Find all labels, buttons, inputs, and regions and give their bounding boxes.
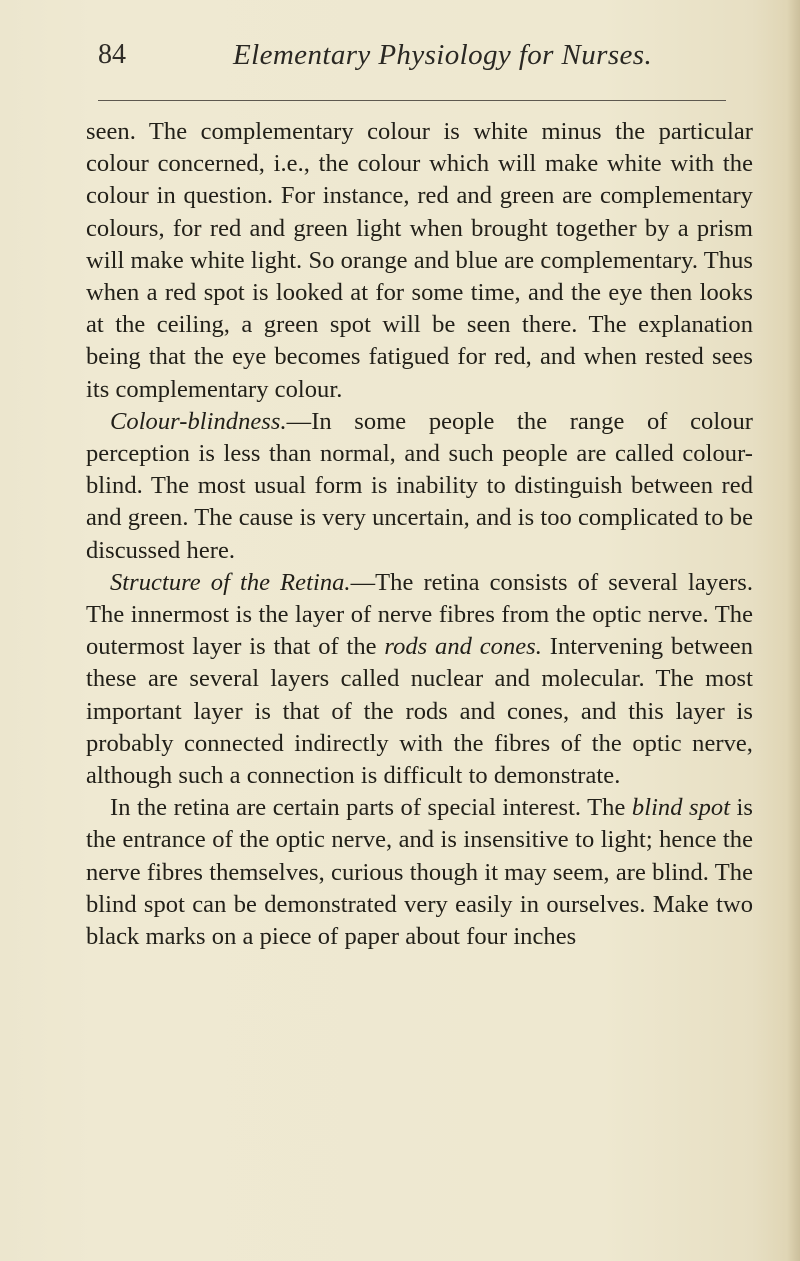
emphasized-term: blind spot (631, 794, 731, 822)
header-rule (98, 100, 726, 101)
paragraph-colour-blindness (86, 406, 753, 567)
paragraph-blind-spot (86, 792, 753, 953)
paragraph-text: —The retina consists of several layers. The innermost is the layer of nerve fibres from the optic nerve. The outermost layer is that of the (86, 568, 753, 661)
page-edge-shadow (787, 0, 800, 1261)
paragraph-text: Intervening between these are several layers called nuclear and molecular. The most important layer is that of the rods and cones, and this layer is probably connected indirectly with the fibres of the optic nerve, although such a connection is difficult to demonstrate. (86, 633, 753, 790)
body-text (86, 116, 753, 953)
paragraph-text: is the entrance of the optic nerve, and is insensitive to light; hence the nerve fibres themselves, curious though it may seem, are blind. The blind spot can be demonstrated very easily in ourselves. Make two black marks on a piece of paper about four inches (86, 794, 753, 951)
paragraph-text: —In some people the range of colour perception is less than normal, and such people are called colour-blind. The most usual form is inability to distinguish between red and green. The cause is very uncertain, and is too complicated to be discussed here. (86, 407, 753, 564)
paragraph-text: In the retina are certain parts of special interest. The (110, 794, 632, 822)
page-header (98, 38, 738, 100)
page-number: 84 (98, 39, 126, 70)
emphasized-term: rods and cones. (384, 633, 542, 661)
paragraph-retina-structure (86, 567, 753, 792)
section-heading: Colour-blindness. (110, 407, 287, 435)
paragraph-complementary-colour (86, 116, 753, 406)
running-title: Elementary Physiology for Nurses. (233, 39, 653, 71)
section-heading: Structure of the Retina. (110, 568, 351, 596)
paragraph-text: seen. The complementary colour is white minus the particular colour concerned, i.e., the colour which will make white with the colour in question. For instance, red and green are complementary colours, for red and green light when brought together by a prism will make white light. So orange and blue are complementary. Thus when a red spot is looked at for some time, and the eye then looks at the ceiling, a green spot will be seen there. The explanation being that the eye becomes fatigued for red, and when rested sees its complementary colour. (86, 118, 753, 403)
